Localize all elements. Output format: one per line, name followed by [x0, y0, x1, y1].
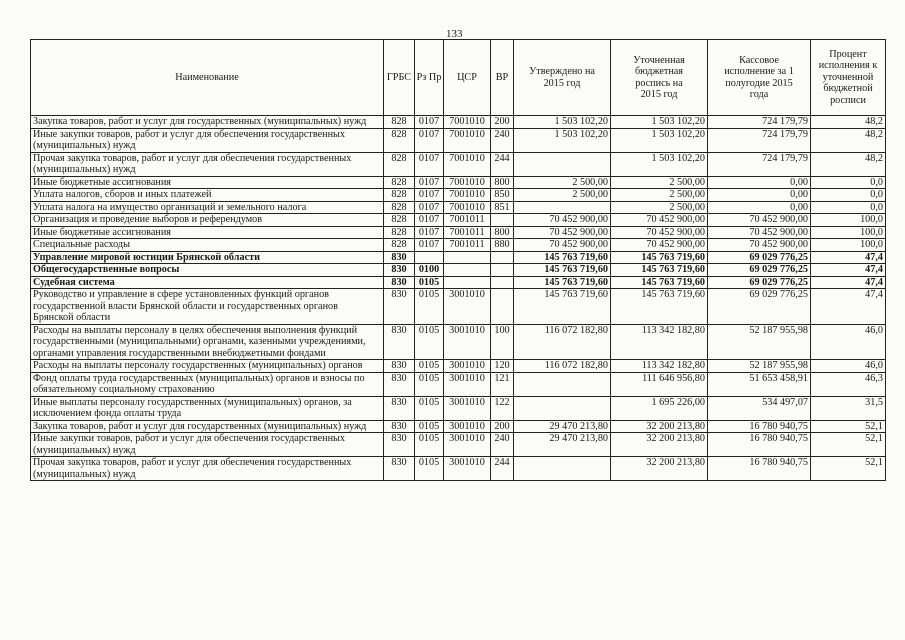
cell-vr: 121	[491, 372, 514, 396]
cell-refined: 1 503 102,20	[611, 116, 708, 129]
cell-vr: 240	[491, 128, 514, 152]
cell-rzpr	[415, 251, 444, 264]
table-row	[31, 176, 886, 189]
cell-rzpr: 0107	[415, 152, 444, 176]
cell-percent: 47,4	[811, 264, 886, 277]
cell-name: Иные закупки товаров, работ и услуг для обеспечения государственных (муниципальных) нужд	[31, 128, 384, 152]
cell-csr: 7001010	[444, 189, 491, 202]
cell-grbs: 830	[384, 396, 415, 420]
cell-percent: 100,0	[811, 214, 886, 227]
cell-percent: 0,0	[811, 189, 886, 202]
cell-approved: 1 503 102,20	[514, 128, 611, 152]
cell-percent: 0,0	[811, 201, 886, 214]
cell-approved	[514, 201, 611, 214]
cell-grbs: 830	[384, 251, 415, 264]
header-refined: Уточненная бюджетная роспись на 2015 год	[611, 40, 708, 116]
cell-percent: 100,0	[811, 226, 886, 239]
cell-csr: 3001010	[444, 360, 491, 373]
cell-cash: 724 179,79	[708, 116, 811, 129]
cell-name: Расходы на выплаты персоналу в целях обеспечения выполнения функций государственными (муниципальными) органами, казенными учреждениями, органами управления государственными внебюджетными фондами	[31, 324, 384, 360]
cell-approved: 145 763 719,60	[514, 276, 611, 289]
cell-refined: 70 452 900,00	[611, 239, 708, 252]
cell-grbs: 828	[384, 176, 415, 189]
cell-approved	[514, 152, 611, 176]
cell-approved	[514, 372, 611, 396]
cell-name: Иные выплаты персоналу государственных (муниципальных) органов, за исключением фонда оплаты труда	[31, 396, 384, 420]
header-approved: Утверждено на 2015 год	[514, 40, 611, 116]
cell-refined: 145 763 719,60	[611, 251, 708, 264]
table-row	[31, 116, 886, 129]
table-row	[31, 239, 886, 252]
cell-rzpr: 0107	[415, 226, 444, 239]
cell-rzpr: 0105	[415, 289, 444, 325]
cell-cash: 51 653 458,91	[708, 372, 811, 396]
cell-percent: 31,5	[811, 396, 886, 420]
cell-cash: 70 452 900,00	[708, 226, 811, 239]
cell-name: Фонд оплаты труда государственных (муниципальных) органов и взносы по обязательному социальному страхованию	[31, 372, 384, 396]
cell-cash: 69 029 776,25	[708, 289, 811, 325]
cell-rzpr: 0107	[415, 176, 444, 189]
cell-csr: 3001010	[444, 289, 491, 325]
cell-approved: 2 500,00	[514, 176, 611, 189]
cell-grbs: 828	[384, 214, 415, 227]
cell-approved: 145 763 719,60	[514, 264, 611, 277]
cell-grbs: 830	[384, 276, 415, 289]
cell-csr: 3001010	[444, 420, 491, 433]
cell-percent: 52,1	[811, 457, 886, 481]
table-header-row	[31, 40, 886, 116]
cell-percent: 46,0	[811, 324, 886, 360]
cell-name: Уплата налогов, сборов и иных платежей	[31, 189, 384, 202]
cell-vr	[491, 251, 514, 264]
cell-rzpr: 0105	[415, 433, 444, 457]
cell-vr: 850	[491, 189, 514, 202]
cell-csr: 7001011	[444, 239, 491, 252]
table-row	[31, 152, 886, 176]
cell-grbs: 830	[384, 360, 415, 373]
table-row	[31, 214, 886, 227]
cell-vr: 200	[491, 420, 514, 433]
cell-vr: 851	[491, 201, 514, 214]
cell-approved: 145 763 719,60	[514, 289, 611, 325]
cell-vr	[491, 214, 514, 227]
table-row	[31, 276, 886, 289]
cell-approved: 29 470 213,80	[514, 420, 611, 433]
cell-approved	[514, 457, 611, 481]
cell-name: Закупка товаров, работ и услуг для государственных (муниципальных) нужд	[31, 420, 384, 433]
cell-csr: 3001010	[444, 372, 491, 396]
cell-cash: 0,00	[708, 176, 811, 189]
cell-name: Общегосударственные вопросы	[31, 264, 384, 277]
table-row	[31, 372, 886, 396]
cell-csr: 3001010	[444, 324, 491, 360]
cell-vr: 800	[491, 176, 514, 189]
cell-csr: 3001010	[444, 433, 491, 457]
cell-refined: 145 763 719,60	[611, 276, 708, 289]
cell-cash: 16 780 940,75	[708, 433, 811, 457]
cell-cash: 0,00	[708, 189, 811, 202]
cell-approved: 145 763 719,60	[514, 251, 611, 264]
cell-rzpr: 0107	[415, 214, 444, 227]
cell-vr: 244	[491, 152, 514, 176]
cell-approved: 70 452 900,00	[514, 239, 611, 252]
cell-name: Прочая закупка товаров, работ и услуг для обеспечения государственных (муниципальных) нужд	[31, 152, 384, 176]
cell-csr: 7001010	[444, 128, 491, 152]
cell-refined: 113 342 182,80	[611, 360, 708, 373]
cell-vr: 100	[491, 324, 514, 360]
table-row	[31, 251, 886, 264]
cell-approved: 1 503 102,20	[514, 116, 611, 129]
cell-csr	[444, 264, 491, 277]
cell-csr: 7001010	[444, 201, 491, 214]
cell-percent: 47,4	[811, 251, 886, 264]
cell-csr	[444, 276, 491, 289]
cell-approved: 29 470 213,80	[514, 433, 611, 457]
cell-rzpr: 0105	[415, 324, 444, 360]
cell-rzpr: 0105	[415, 420, 444, 433]
cell-percent: 52,1	[811, 433, 886, 457]
cell-approved: 116 072 182,80	[514, 360, 611, 373]
cell-name: Уплата налога на имущество организаций и земельного налога	[31, 201, 384, 214]
cell-cash: 69 029 776,25	[708, 251, 811, 264]
cell-refined: 145 763 719,60	[611, 264, 708, 277]
cell-cash: 724 179,79	[708, 152, 811, 176]
cell-rzpr: 0105	[415, 276, 444, 289]
cell-grbs: 828	[384, 226, 415, 239]
cell-vr: 880	[491, 239, 514, 252]
cell-percent: 48,2	[811, 152, 886, 176]
table-row	[31, 360, 886, 373]
cell-approved: 2 500,00	[514, 189, 611, 202]
table-row	[31, 189, 886, 202]
cell-refined: 32 200 213,80	[611, 457, 708, 481]
table-row	[31, 201, 886, 214]
cell-rzpr: 0107	[415, 201, 444, 214]
cell-name: Специальные расходы	[31, 239, 384, 252]
cell-grbs: 828	[384, 128, 415, 152]
header-name: Наименование	[31, 40, 384, 116]
cell-approved: 70 452 900,00	[514, 214, 611, 227]
cell-cash: 70 452 900,00	[708, 239, 811, 252]
cell-vr: 240	[491, 433, 514, 457]
cell-rzpr: 0107	[415, 128, 444, 152]
cell-vr: 244	[491, 457, 514, 481]
cell-refined: 2 500,00	[611, 176, 708, 189]
cell-cash: 70 452 900,00	[708, 214, 811, 227]
cell-cash: 52 187 955,98	[708, 324, 811, 360]
cell-cash: 0,00	[708, 201, 811, 214]
cell-name: Иные бюджетные ассигнования	[31, 176, 384, 189]
cell-rzpr: 0105	[415, 457, 444, 481]
cell-grbs: 830	[384, 289, 415, 325]
cell-name: Иные бюджетные ассигнования	[31, 226, 384, 239]
cell-refined: 2 500,00	[611, 201, 708, 214]
cell-rzpr: 0105	[415, 396, 444, 420]
cell-cash: 724 179,79	[708, 128, 811, 152]
cell-refined: 1 503 102,20	[611, 152, 708, 176]
header-vr: ВР	[491, 40, 514, 116]
header-percent: Процент исполнения к уточненной бюджетной росписи	[811, 40, 886, 116]
cell-grbs: 828	[384, 239, 415, 252]
cell-refined: 70 452 900,00	[611, 226, 708, 239]
cell-csr: 3001010	[444, 457, 491, 481]
cell-rzpr: 0105	[415, 360, 444, 373]
header-cash: Кассовое исполнение за 1 полугодие 2015 года	[708, 40, 811, 116]
cell-vr: 200	[491, 116, 514, 129]
cell-grbs: 830	[384, 433, 415, 457]
table-row	[31, 128, 886, 152]
cell-percent: 100,0	[811, 239, 886, 252]
cell-refined: 1 695 226,00	[611, 396, 708, 420]
cell-name: Организация и проведение выборов и референдумов	[31, 214, 384, 227]
cell-name: Судебная система	[31, 276, 384, 289]
cell-grbs: 830	[384, 457, 415, 481]
table-row	[31, 226, 886, 239]
cell-percent: 48,2	[811, 128, 886, 152]
cell-vr	[491, 276, 514, 289]
header-csr: ЦСР	[444, 40, 491, 116]
cell-percent: 52,1	[811, 420, 886, 433]
cell-grbs: 830	[384, 324, 415, 360]
page-number: 133	[446, 28, 463, 40]
cell-vr	[491, 289, 514, 325]
cell-refined: 70 452 900,00	[611, 214, 708, 227]
budget-execution-table	[30, 39, 886, 481]
cell-name: Расходы на выплаты персоналу государственных (муниципальных) органов	[31, 360, 384, 373]
cell-grbs: 830	[384, 420, 415, 433]
cell-refined: 2 500,00	[611, 189, 708, 202]
cell-name: Прочая закупка товаров, работ и услуг для обеспечения государственных (муниципальных) нужд	[31, 457, 384, 481]
table-row	[31, 264, 886, 277]
cell-rzpr: 0107	[415, 116, 444, 129]
table-row	[31, 289, 886, 325]
cell-grbs: 828	[384, 189, 415, 202]
cell-percent: 47,4	[811, 289, 886, 325]
cell-approved: 116 072 182,80	[514, 324, 611, 360]
cell-grbs: 828	[384, 152, 415, 176]
cell-name: Иные закупки товаров, работ и услуг для обеспечения государственных (муниципальных) нужд	[31, 433, 384, 457]
cell-refined: 113 342 182,80	[611, 324, 708, 360]
header-rzpr: Рз Пр	[415, 40, 444, 116]
cell-csr: 7001010	[444, 116, 491, 129]
cell-vr: 800	[491, 226, 514, 239]
cell-rzpr: 0107	[415, 189, 444, 202]
cell-vr: 120	[491, 360, 514, 373]
cell-name: Закупка товаров, работ и услуг для государственных (муниципальных) нужд	[31, 116, 384, 129]
cell-name: Руководство и управление в сфере установленных функций органов государственной власти Брянской области и государственных органов Брянской области	[31, 289, 384, 325]
cell-csr: 7001010	[444, 152, 491, 176]
cell-cash: 534 497,07	[708, 396, 811, 420]
cell-grbs: 830	[384, 372, 415, 396]
cell-csr: 7001011	[444, 214, 491, 227]
cell-csr	[444, 251, 491, 264]
cell-cash: 69 029 776,25	[708, 264, 811, 277]
cell-csr: 3001010	[444, 396, 491, 420]
table-row	[31, 433, 886, 457]
cell-refined: 32 200 213,80	[611, 420, 708, 433]
cell-grbs: 828	[384, 201, 415, 214]
cell-vr	[491, 264, 514, 277]
cell-percent: 47,4	[811, 276, 886, 289]
table-row	[31, 457, 886, 481]
table-row	[31, 324, 886, 360]
cell-refined: 145 763 719,60	[611, 289, 708, 325]
table-row	[31, 420, 886, 433]
cell-percent: 0,0	[811, 176, 886, 189]
cell-cash: 16 780 940,75	[708, 420, 811, 433]
cell-csr: 7001010	[444, 176, 491, 189]
cell-cash: 16 780 940,75	[708, 457, 811, 481]
table-row	[31, 396, 886, 420]
cell-vr: 122	[491, 396, 514, 420]
cell-percent: 46,3	[811, 372, 886, 396]
cell-grbs: 828	[384, 116, 415, 129]
cell-refined: 32 200 213,80	[611, 433, 708, 457]
cell-refined: 111 646 956,80	[611, 372, 708, 396]
cell-approved	[514, 396, 611, 420]
cell-percent: 46,0	[811, 360, 886, 373]
header-grbs: ГРБС	[384, 40, 415, 116]
cell-cash: 69 029 776,25	[708, 276, 811, 289]
cell-grbs: 830	[384, 264, 415, 277]
cell-csr: 7001011	[444, 226, 491, 239]
cell-cash: 52 187 955,98	[708, 360, 811, 373]
cell-rzpr: 0100	[415, 264, 444, 277]
cell-rzpr: 0105	[415, 372, 444, 396]
cell-name: Управление мировой юстиции Брянской области	[31, 251, 384, 264]
cell-rzpr: 0107	[415, 239, 444, 252]
cell-approved: 70 452 900,00	[514, 226, 611, 239]
cell-percent: 48,2	[811, 116, 886, 129]
cell-refined: 1 503 102,20	[611, 128, 708, 152]
